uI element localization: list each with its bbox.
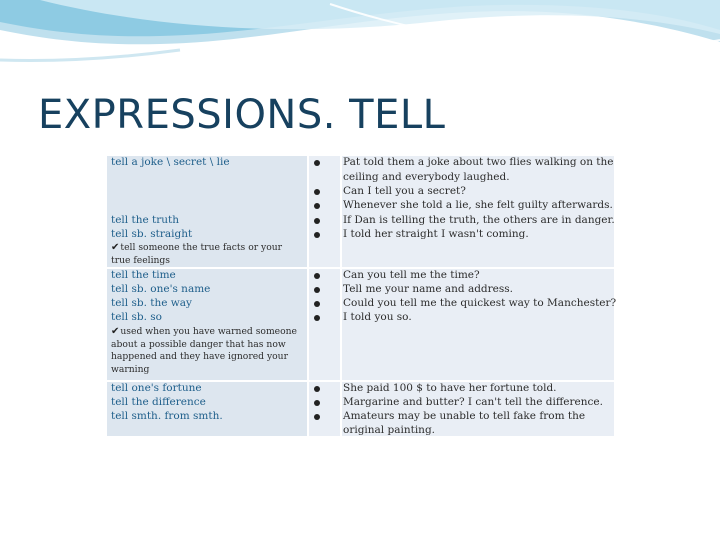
example-sentence: original painting. — [343, 424, 435, 436]
example-sentence: Could you tell me the quickest way to Manchester? — [343, 297, 617, 309]
expression: tell smth. from smth. — [111, 410, 223, 422]
bullet-icon — [314, 301, 320, 307]
expression: tell sb. one's name — [111, 283, 211, 295]
checkmark-icon: ✔ — [111, 242, 120, 253]
expressions-table — [107, 156, 617, 436]
example-sentence: I told her straight I wasn't coming. — [343, 228, 529, 240]
expression: tell the truth — [111, 214, 180, 226]
expression: tell the time — [111, 269, 176, 281]
example-sentence: Tell me your name and address. — [343, 283, 513, 295]
bullet-icon — [314, 232, 320, 238]
expression-note: ✔used when you have warned someone about a possible danger that has now happened and they have ignored your warning — [111, 326, 297, 375]
bullet-icon — [314, 189, 320, 195]
expression: tell the difference — [111, 396, 206, 408]
example-sentence: ceiling and everybody laughed. — [343, 171, 510, 183]
bullet-icon — [314, 273, 320, 279]
expression: tell a joke \ secret \ lie — [111, 156, 230, 168]
table-row — [107, 269, 617, 380]
page-title: EXPRESSIONS. TELL — [38, 92, 446, 138]
bullet-icon — [314, 160, 320, 166]
bullet-icon — [314, 400, 320, 406]
example-sentence: Margarine and butter? I can't tell the difference. — [343, 396, 603, 408]
bullet-icon — [314, 203, 320, 209]
example-sentence: If Dan is telling the truth, the others are in danger. — [343, 214, 615, 226]
bullet-icon — [314, 386, 320, 392]
bullet-icon — [314, 414, 320, 420]
checkmark-icon: ✔ — [111, 326, 120, 337]
table-row — [107, 382, 614, 436]
example-sentence: Can I tell you a secret? — [343, 185, 466, 197]
example-sentence: She paid 100 $ to have her fortune told. — [343, 382, 557, 394]
expression: tell sb. so — [111, 311, 162, 323]
example-sentence: I told you so. — [343, 311, 412, 323]
expression: tell sb. straight — [111, 228, 193, 240]
bullet-icon — [314, 218, 320, 224]
expression: tell sb. the way — [111, 297, 192, 309]
bullet-icon — [314, 287, 320, 293]
example-sentence: Whenever she told a lie, she felt guilty afterwards. — [343, 199, 613, 211]
bullet-icon — [314, 315, 320, 321]
header-wave-decoration — [0, 0, 720, 90]
example-sentence: Amateurs may be unable to tell fake from the — [343, 410, 586, 422]
table-row — [107, 156, 614, 267]
example-sentence: Pat told them a joke about two flies walking on the — [343, 156, 614, 168]
expression-note: ✔tell someone the true facts or your true feelings — [111, 242, 283, 266]
example-sentence: Can you tell me the time? — [343, 269, 480, 281]
expression: tell one's fortune — [111, 382, 202, 394]
